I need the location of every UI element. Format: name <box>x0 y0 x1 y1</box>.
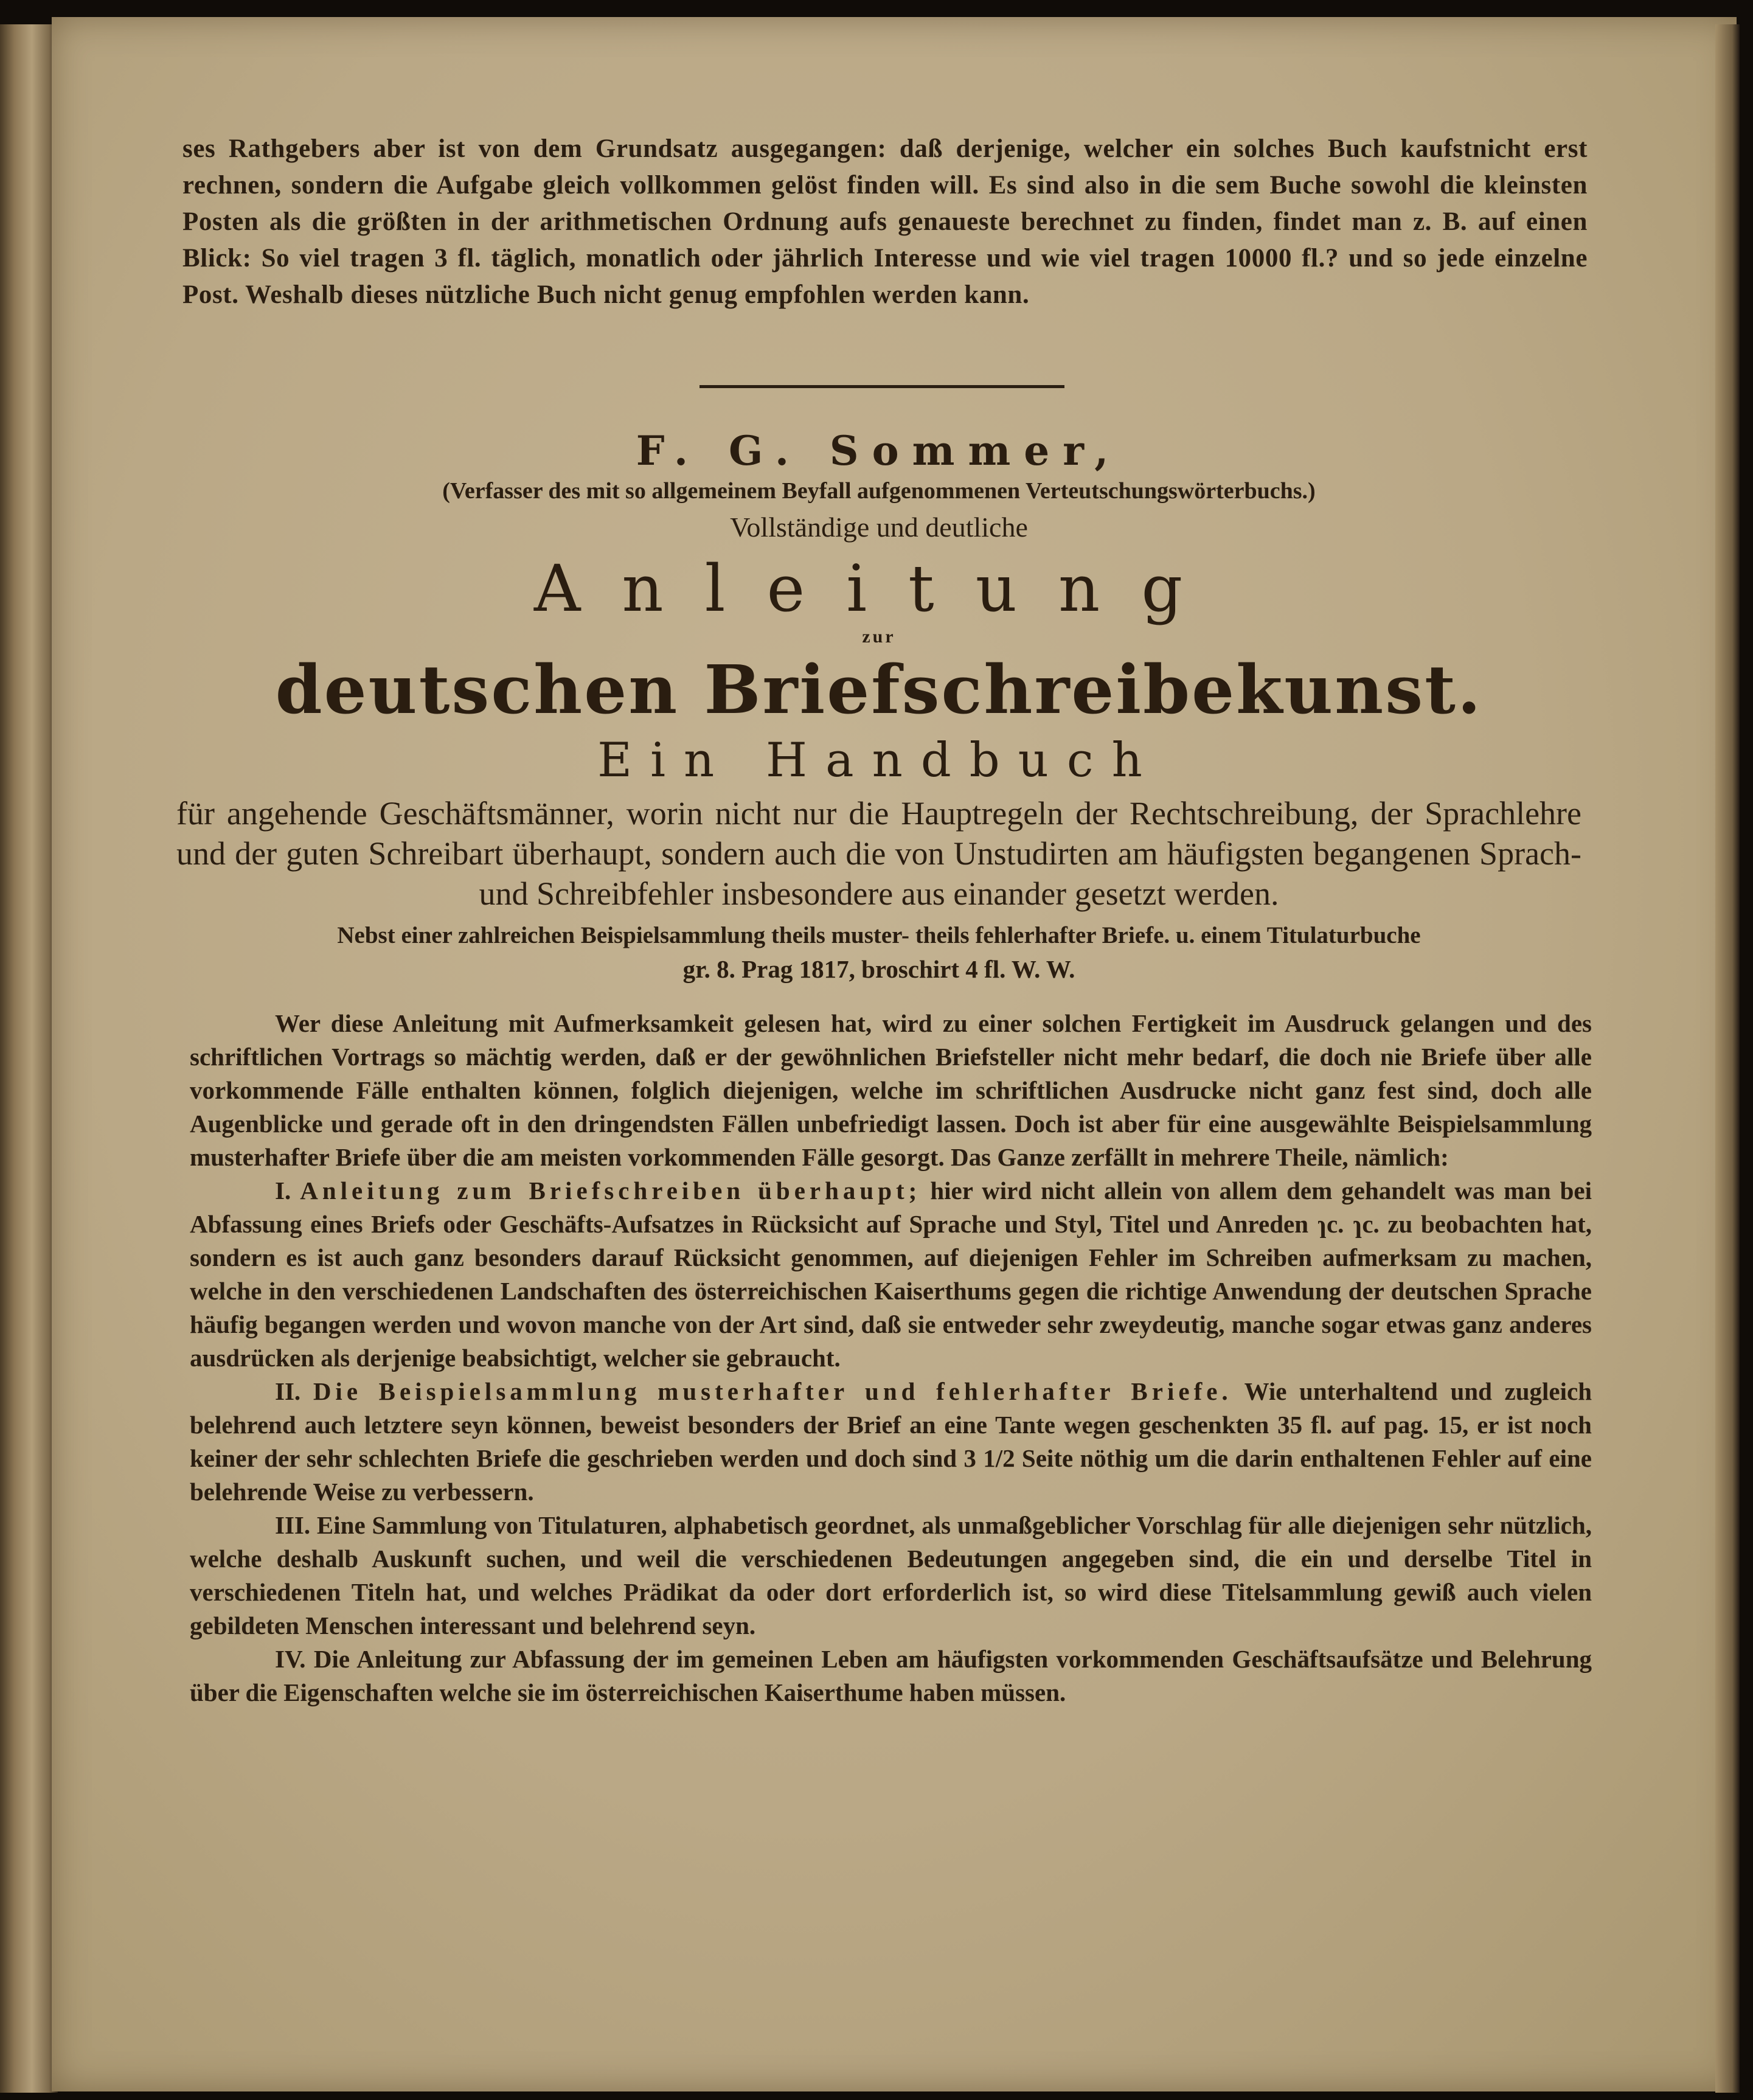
extra-contents: Nebst einer zahlreichen Beispielsammlung theils muster- theils fehlerhafter Briefe. u. einem Titulaturbuche <box>337 922 1421 948</box>
title-main: Anleitung <box>533 551 1224 626</box>
book-spine <box>0 24 58 2093</box>
section-number: IV. <box>275 1645 306 1673</box>
section-text: Die Anleitung zur Abfassung der im gemeinen Leben am häufigsten vorkommenden Geschäftsaufsätze und Belehrung über die Eigenschaften welche sie im österreichischen Kaiserthume haben müssen. <box>190 1645 1592 1706</box>
section-3 <box>190 1509 1592 1643</box>
section-text: Eine Sammlung von Titulaturen, alphabetisch geordnet, als unmaßgeblicher Vorschlag für alle diejenigen sehr nützlich, welche deshalb Auskunft suchen, und weil die verschiedenen Bedeutungen angegeben sind, die ein und derselbe Titel in verschiedenen Titeln hat, und welches Prädikat da oder dort erforderlich ist, so wird diese Titelsammlung gewiß auch vielen gebildeten Menschen interessant und belehrend seyn. <box>190 1511 1592 1639</box>
title-briefschreibekunst: deutschen Briefschreibekunst. <box>275 650 1483 729</box>
section-4 <box>190 1643 1592 1709</box>
separator-rule <box>699 385 1064 388</box>
intro-paragraph-block <box>182 131 1588 313</box>
section-text: Wie unterhaltend und zugleich belehrend auch letztere seyn können, beweist besonders der Brief an eine Tante wegen geschenkten 35 fl. auf pag. 15, er ist noch keiner der sehr schlechten Briefe die geschrieben werden und doch sind 3 1/2 Seite nöthig um die darin enthaltenen Fehler auf eine belehrende Weise zu verbessern. <box>190 1377 1592 1506</box>
handbuch-heading: Ein Handbuch <box>597 733 1161 788</box>
section-label: Die Beispielsammlung musterhafter und fehlerhafter Briefe. <box>313 1377 1232 1405</box>
book-description: für angehende Geschäftsmänner, worin nicht nur die Hauptregeln der Rechtschreibung, der Sprachlehre und der guten Schreibart überhaupt, sondern auch die von Unstudirten am häufigsten begangenen Sprach- und Schreibfehler insbesondere aus einander gesetzt werden. <box>176 795 1581 912</box>
body-intro-paragraph: Wer diese Anleitung mit Aufmerksamkeit gelesen hat, wird zu einer solchen Fertigkeit im Ausdruck gelangen und des schriftlichen Vortrags so mächtig werden, daß er der gewöhnlichen Briefsteller nicht mehr bedarf, die doch nie Briefe über alle vorkommende Fälle enthalten können, folglich diejenigen, welche im schriftlichen Ausdrucke nicht ganz fest sind, doch alle Augenblicke und gerade oft in den dringendsten Fällen unbefriedigt lassen. Doch ist aber für eine ausgewählte Beispielsammlung musterhafter Briefe über die am meisten vorkommenden Fälle gesorgt. Das Ganze zerfällt in mehrere Theile, nämlich: <box>190 1009 1592 1171</box>
section-1 <box>190 1174 1592 1375</box>
intro-paragraph: ses Rathgebers aber ist von dem Grundsatz ausgegangen: daß derjenige, welcher ein solches Buch kaufstnicht erst rechnen, sondern die Aufgabe gleich vollkommen gelöst finden will. Es sind also in die sem Buche sowohl die kleinsten Posten als die größten in der arithmetischen Ordnung aufs genaueste berechnet zu finden, findet man z. B. auf einen Blick: So viel tragen 3 fl. täglich, monatlich oder jährlich Interesse und wie viel tragen 10000 fl.? und so jede einzelne Post. Weshalb dieses nützliche Buch nicht genug empfohlen werden kann. <box>182 134 1588 309</box>
section-number: II. <box>275 1377 301 1405</box>
section-2 <box>190 1375 1592 1509</box>
body-text <box>190 1007 1592 1709</box>
section-number: III. <box>275 1511 311 1539</box>
section-number: I. <box>275 1177 291 1205</box>
author-name: F. G. Sommer, <box>636 427 1122 475</box>
section-label: Anleitung zum Briefschreiben überhaupt; <box>300 1177 922 1205</box>
title-zur: zur <box>862 627 896 647</box>
author-note: (Verfasser des mit so allgemeinem Beyfall aufgenommenen Verteutschungswörterbuchs.) <box>442 478 1316 504</box>
subtitle: Vollständige und deutliche <box>730 512 1028 543</box>
paper-edge <box>1715 24 1740 2093</box>
section-text: hier wird nicht allein von allem dem gehandelt was man bei Abfassung eines Briefs oder Geschäfts-Aufsatzes in Rücksicht auf Sprache und Styl, Titel und Anreden ɿc. ɿc. zu beobachten hat, sondern es ist auch ganz besonders darauf Rücksicht genommen, auf diejenigen Fehler im Schreiben aufmerksam zu machen, welche in den verschiedenen Landschaften des österreichischen Kaiserthums gegen die richtige Anwendung der deutschen Sprache häufig begangen werden und wovon manche von der Art sind, daß sie entweder sehr zweydeutig, manche sogar etwas ganz anderes ausdrücken als derjenige beabsichtigt, welcher sie gebraucht. <box>190 1177 1592 1372</box>
advertisement-header <box>170 426 1588 986</box>
price-line: gr. 8. Prag 1817, broschirt 4 fl. W. W. <box>682 955 1075 983</box>
